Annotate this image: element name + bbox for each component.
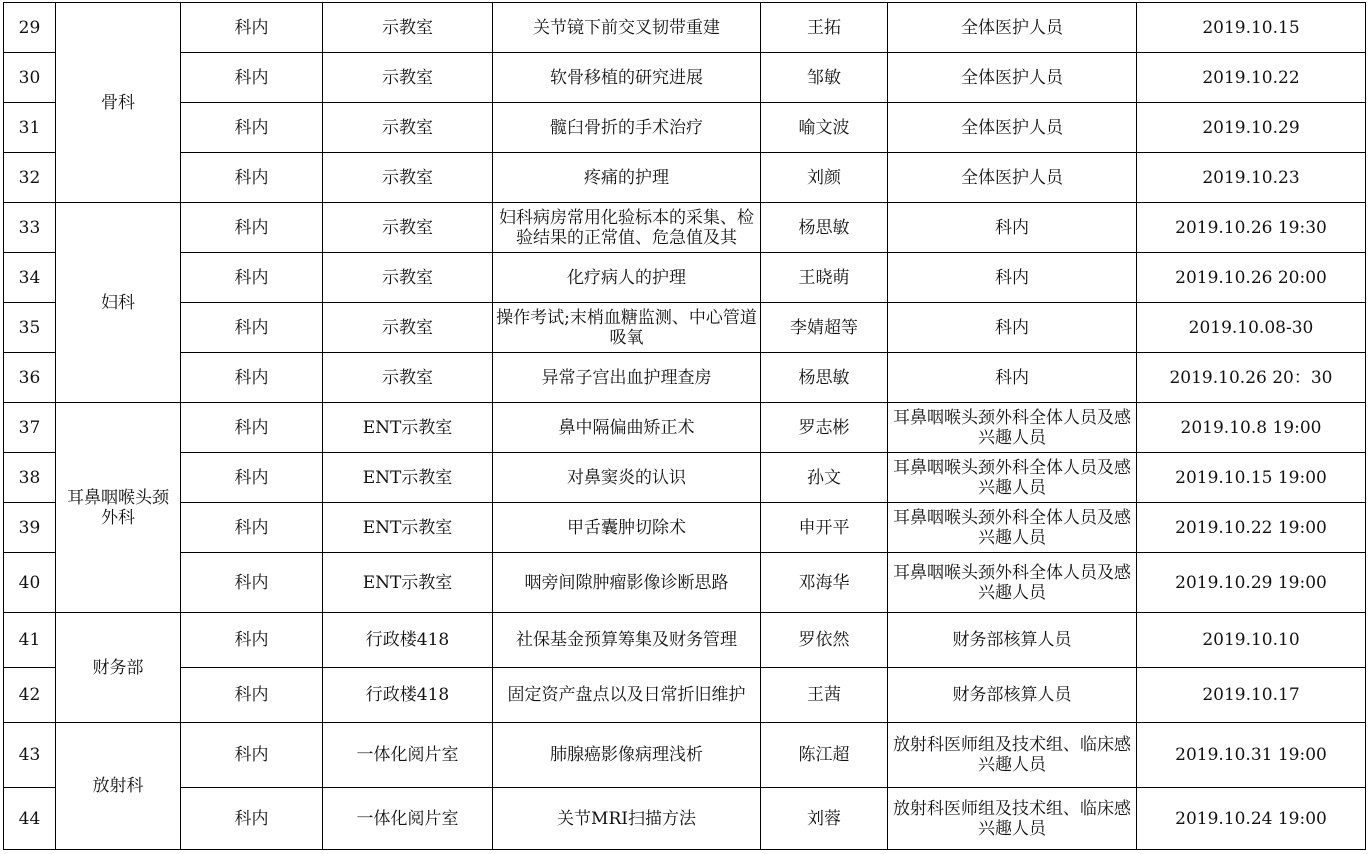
speaker-cell: 杨思敏	[761, 353, 888, 403]
topic-cell	[493, 668, 761, 723]
row-number-cell: 33	[4, 203, 56, 253]
scope-cell: 科内	[181, 103, 323, 153]
topic-cell-text: 肺腺癌影像病理浅析	[550, 745, 703, 765]
scope-cell: 科内	[181, 503, 323, 553]
topic-cell-text: 髋臼骨折的手术治疗	[550, 117, 703, 138]
location-cell: 行政楼418	[323, 613, 493, 668]
speaker-cell: 王茜	[761, 668, 888, 723]
time-cell: 2019.10.22 19:00	[1137, 503, 1366, 553]
scope-cell: 科内	[181, 453, 323, 503]
time-cell: 2019.10.22	[1137, 53, 1366, 103]
scope-cell: 科内	[181, 613, 323, 668]
time-cell: 2019.10.26 19:30	[1137, 203, 1366, 253]
time-cell: 2019.10.24 19:00	[1137, 788, 1366, 850]
speaker-cell: 邹敏	[761, 53, 888, 103]
time-cell: 2019.10.29	[1137, 103, 1366, 153]
department-cell: 妇科	[56, 203, 181, 403]
department-cell: 骨科	[56, 3, 181, 203]
topic-cell	[493, 3, 761, 53]
time-cell: 2019.10.15 19:00	[1137, 453, 1366, 503]
time-cell: 2019.10.23	[1137, 153, 1366, 203]
table-row	[4, 553, 1366, 613]
time-cell: 2019.10.31 19:00	[1137, 723, 1366, 788]
table-row	[4, 203, 1366, 253]
topic-cell-text: 关节镜下前交叉韧带重建	[533, 17, 720, 38]
audience-cell: 全体医护人员	[888, 153, 1137, 203]
lecture-schedule-table	[3, 2, 1366, 850]
location-cell: 示教室	[323, 203, 493, 253]
audience-cell: 财务部核算人员	[888, 668, 1137, 723]
time-cell: 2019.10.29 19:00	[1137, 553, 1366, 613]
topic-cell	[493, 153, 761, 203]
topic-cell-text: 社保基金预算筹集及财务管理	[516, 630, 737, 650]
speaker-cell: 申开平	[761, 503, 888, 553]
table-row	[4, 103, 1366, 153]
topic-cell-text: 妇科病房常用化验标本的采集、检验结果的正常值、危急值及其	[499, 207, 754, 248]
time-cell: 2019.10.15	[1137, 3, 1366, 53]
audience-cell: 科内	[888, 303, 1137, 353]
table-row	[4, 353, 1366, 403]
scope-cell: 科内	[181, 353, 323, 403]
scope-cell: 科内	[181, 153, 323, 203]
schedule-body	[4, 3, 1366, 850]
audience-cell: 科内	[888, 203, 1137, 253]
row-number-cell: 35	[4, 303, 56, 353]
speaker-cell: 罗依然	[761, 613, 888, 668]
audience-cell: 耳鼻咽喉头颈外科全体人员及感兴趣人员	[888, 553, 1137, 613]
audience-cell: 全体医护人员	[888, 103, 1137, 153]
audience-cell: 耳鼻咽喉头颈外科全体人员及感兴趣人员	[888, 503, 1137, 553]
topic-cell	[493, 353, 761, 403]
scope-cell: 科内	[181, 788, 323, 850]
audience-cell: 全体医护人员	[888, 3, 1137, 53]
audience-cell: 科内	[888, 253, 1137, 303]
table-row	[4, 53, 1366, 103]
row-number-cell: 29	[4, 3, 56, 53]
location-cell: ENT示教室	[323, 553, 493, 613]
row-number-cell: 41	[4, 613, 56, 668]
department-cell: 财务部	[56, 613, 181, 723]
topic-cell-text: 甲舌囊肿切除术	[567, 517, 686, 538]
table-row	[4, 668, 1366, 723]
topic-cell	[493, 723, 761, 788]
department-cell: 耳鼻咽喉头颈外科	[56, 403, 181, 613]
topic-cell-text: 化疗病人的护理	[567, 267, 686, 288]
topic-cell	[493, 253, 761, 303]
location-cell: 示教室	[323, 3, 493, 53]
time-cell: 2019.10.8 19:00	[1137, 403, 1366, 453]
table-row	[4, 788, 1366, 850]
table-row	[4, 613, 1366, 668]
topic-cell	[493, 553, 761, 613]
scope-cell: 科内	[181, 723, 323, 788]
audience-cell: 财务部核算人员	[888, 613, 1137, 668]
location-cell: 一体化阅片室	[323, 723, 493, 788]
speaker-cell: 孙文	[761, 453, 888, 503]
speaker-cell: 邓海华	[761, 553, 888, 613]
topic-cell	[493, 403, 761, 453]
scope-cell: 科内	[181, 303, 323, 353]
row-number-cell: 36	[4, 353, 56, 403]
audience-cell: 放射科医师组及技术组、临床感兴趣人员	[888, 723, 1137, 788]
topic-cell-text: 对鼻窦炎的认识	[567, 467, 686, 488]
location-cell: 示教室	[323, 353, 493, 403]
topic-cell	[493, 788, 761, 850]
topic-cell	[493, 53, 761, 103]
topic-cell-text: 固定资产盘点以及日常折旧维护	[507, 685, 746, 705]
topic-cell-text: 鼻中隔偏曲矫正术	[558, 417, 695, 438]
scope-cell: 科内	[181, 553, 323, 613]
location-cell: ENT示教室	[323, 453, 493, 503]
time-cell: 2019.10.10	[1137, 613, 1366, 668]
topic-cell	[493, 303, 761, 353]
location-cell: 行政楼418	[323, 668, 493, 723]
audience-cell: 耳鼻咽喉头颈外科全体人员及感兴趣人员	[888, 453, 1137, 503]
speaker-cell: 喻文波	[761, 103, 888, 153]
row-number-cell: 44	[4, 788, 56, 850]
row-number-cell: 38	[4, 453, 56, 503]
time-cell: 2019.10.08-30	[1137, 303, 1366, 353]
location-cell: 一体化阅片室	[323, 788, 493, 850]
speaker-cell: 刘颜	[761, 153, 888, 203]
row-number-cell: 43	[4, 723, 56, 788]
location-cell: ENT示教室	[323, 503, 493, 553]
location-cell: 示教室	[323, 303, 493, 353]
time-cell: 2019.10.26 20:00	[1137, 253, 1366, 303]
row-number-cell: 34	[4, 253, 56, 303]
scope-cell: 科内	[181, 203, 323, 253]
table-row	[4, 153, 1366, 203]
location-cell: 示教室	[323, 153, 493, 203]
table-row	[4, 303, 1366, 353]
table-row	[4, 503, 1366, 553]
table-row	[4, 253, 1366, 303]
location-cell: 示教室	[323, 53, 493, 103]
table-row	[4, 453, 1366, 503]
scope-cell: 科内	[181, 403, 323, 453]
speaker-cell: 杨思敏	[761, 203, 888, 253]
department-cell: 放射科	[56, 723, 181, 850]
topic-cell-text: 疼痛的护理	[584, 167, 669, 188]
topic-cell-text: 咽旁间隙肿瘤影像诊断思路	[524, 572, 729, 593]
speaker-cell: 罗志彬	[761, 403, 888, 453]
table-row	[4, 3, 1366, 53]
speaker-cell: 李婧超等	[761, 303, 888, 353]
scope-cell: 科内	[181, 3, 323, 53]
topic-cell	[493, 503, 761, 553]
scope-cell: 科内	[181, 668, 323, 723]
table-row	[4, 723, 1366, 788]
topic-cell-text: 异常子宫出血护理查房	[541, 367, 712, 388]
topic-cell	[493, 613, 761, 668]
topic-cell-text: 关节MRI扫描方法	[557, 808, 696, 829]
topic-cell-text: 操作考试;末梢血糖监测、中心管道吸氧	[496, 307, 757, 348]
audience-cell: 放射科医师组及技术组、临床感兴趣人员	[888, 788, 1137, 850]
row-number-cell: 31	[4, 103, 56, 153]
location-cell: 示教室	[323, 103, 493, 153]
time-cell: 2019.10.26 20：30	[1137, 353, 1366, 403]
row-number-cell: 42	[4, 668, 56, 723]
speaker-cell: 陈江超	[761, 723, 888, 788]
time-cell: 2019.10.17	[1137, 668, 1366, 723]
row-number-cell: 39	[4, 503, 56, 553]
scope-cell: 科内	[181, 253, 323, 303]
topic-cell	[493, 453, 761, 503]
topic-cell	[493, 203, 761, 253]
topic-cell-text: 软骨移植的研究进展	[550, 67, 703, 88]
audience-cell: 全体医护人员	[888, 53, 1137, 103]
table-row	[4, 403, 1366, 453]
location-cell: ENT示教室	[323, 403, 493, 453]
speaker-cell: 王晓萌	[761, 253, 888, 303]
row-number-cell: 37	[4, 403, 56, 453]
speaker-cell: 王拓	[761, 3, 888, 53]
row-number-cell: 32	[4, 153, 56, 203]
scope-cell: 科内	[181, 53, 323, 103]
topic-cell	[493, 103, 761, 153]
audience-cell: 科内	[888, 353, 1137, 403]
speaker-cell: 刘蓉	[761, 788, 888, 850]
row-number-cell: 30	[4, 53, 56, 103]
row-number-cell: 40	[4, 553, 56, 613]
audience-cell: 耳鼻咽喉头颈外科全体人员及感兴趣人员	[888, 403, 1137, 453]
location-cell: 示教室	[323, 253, 493, 303]
